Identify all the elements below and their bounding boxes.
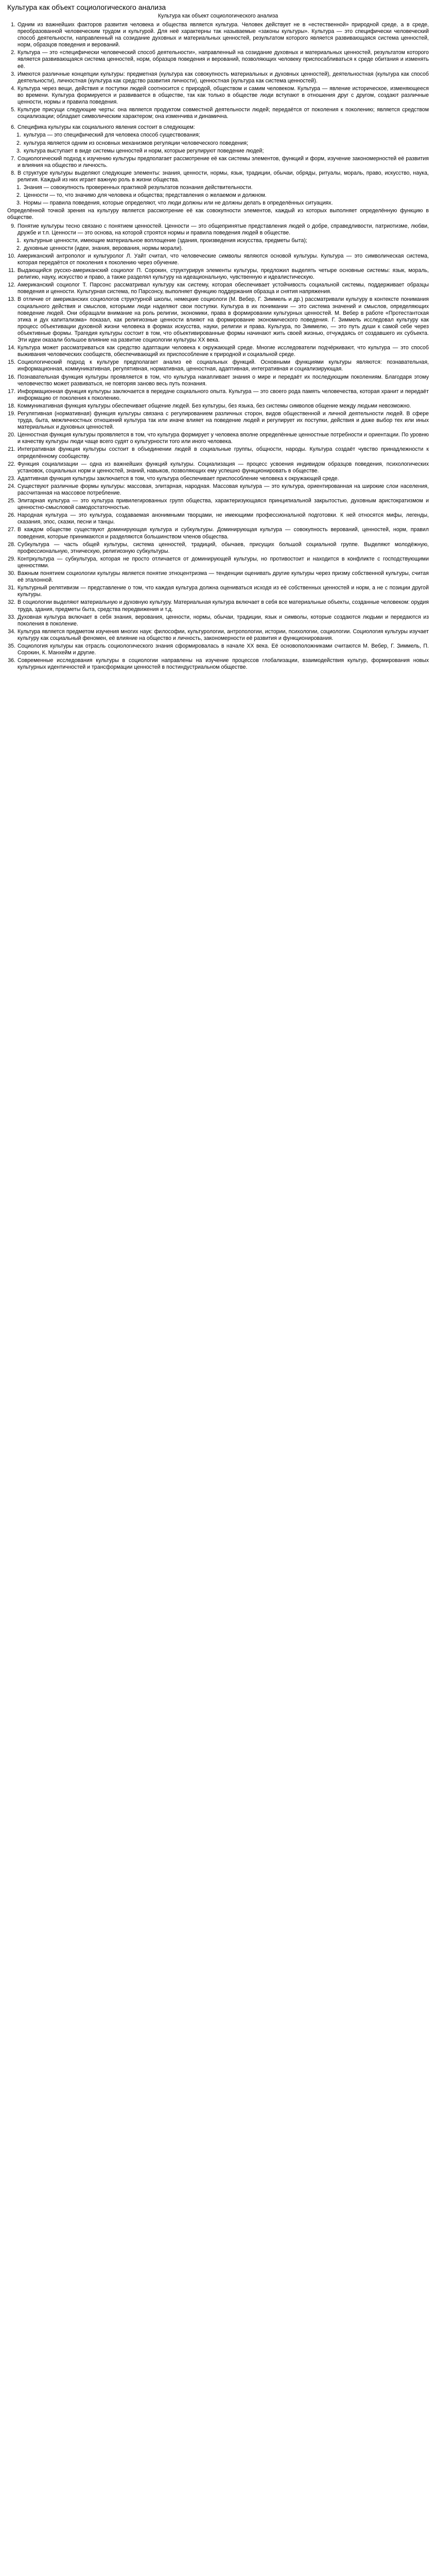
sub-item-text: духовные ценности (идеи, знания, верования, нормы морали). — [24, 245, 183, 251]
item-text: Информационная функция культуры заключается в передаче социального опыта. Культура — это своего рода память человечества, которая хранит и передаёт информацию от поколения к поколению. — [18, 388, 429, 401]
item-number: 21. — [8, 446, 15, 453]
sub-item-text: культурные ценности, имеющие материальное воплощение (здания, произведения искусства, предметы быта); — [24, 237, 307, 244]
item-number: 30. — [8, 570, 15, 577]
sub-item — [16, 148, 429, 155]
item-number: 35. — [8, 642, 15, 649]
numbered-item — [7, 512, 429, 526]
sub-item — [16, 140, 429, 147]
item-text: Одним из важнейших факторов развития человека и общества является культура. Человек действует не в «естественной» природной среде, а в среде, преобразованной человеческим трудом и культурой. Для неё характерны так называемые «законы культуры». Культура — это специфически человеческий способ деятельности, направленный на созидание духовных и материальных ценностей, результатом которого является развивающаяся система ценностей, норм, образцов поведения и верований. — [18, 22, 429, 48]
numbered-item — [7, 411, 429, 431]
item-number: 16. — [8, 374, 15, 380]
item-number: 6. — [11, 124, 15, 131]
numbered-item — [7, 446, 429, 460]
numbered-item — [7, 629, 429, 642]
numbered-item — [7, 483, 429, 497]
sub-item-text: культура выступает в виде системы ценностей и норм, которые регулируют поведение людей; — [24, 147, 264, 154]
item-number: 10. — [8, 252, 15, 259]
item-text: Интегративная функция культуры состоит в объединении людей в социальные группы, общности, народы. Культура создаёт чувство принадлежности к определённому сообществу. — [18, 446, 429, 460]
item-text: Адаптивная функция культуры заключается в том, что культура обеспечивает приспособление человека к окружающей среде. — [18, 475, 339, 482]
item-text: Социологический подход к изучению культуры предполагает рассмотрение её как системы элементов, функций и форм, изучение закономерностей её развития и влияния на общество и личность. — [18, 155, 429, 168]
item-number: 29. — [8, 555, 15, 562]
paragraph: Определённой точкой зрения на культуру является рассмотрение её как совокупности элементов, каждый из которых выполняет определённую функцию в обществе. — [7, 208, 429, 221]
item-text: Социология культуры как отрасль социологического знания сформировалась в начале XX века. Её основоположниками считаются М. Вебер, Г. Зиммель, П. Сорокин, К. Манхейм и другие. — [18, 642, 429, 656]
numbered-item — [7, 156, 429, 169]
item-number: 18. — [8, 402, 15, 409]
item-text: Специфика культуры как социального явления состоит в следующем: — [18, 124, 195, 131]
item-text: Культуре присущи следующие черты: она является продуктом совместной деятельности людей; передаётся от поколения к поколению; является средством социализации; обладает символическим характером; она изменчива и динамична. — [18, 107, 429, 120]
item-number: 26. — [8, 512, 15, 519]
sub-item-marker: 3. — [16, 200, 21, 207]
numbered-item — [7, 403, 429, 410]
numbered-item — [7, 296, 429, 344]
item-text: Имеются различные концепции культуры: предметная (культура как совокупность материальных и духовных ценностей), деятельностная (культура как способ деятельности), личностная (культура как средство развития личности), ценностная (культура как система ценностей). — [18, 71, 429, 84]
item-text: Коммуникативная функция культуры обеспечивает общение людей. Без культуры, без языка, без системы символов общение между людьми невозможно. — [18, 402, 411, 409]
item-number: 17. — [8, 388, 15, 395]
item-number: 12. — [8, 282, 15, 289]
numbered-item — [7, 223, 429, 236]
sub-item-marker: 1. — [16, 184, 21, 191]
numbered-item — [7, 22, 429, 48]
item-text: Культура является предметом изучения многих наук: философии, культурологии, антропологии, истории, психологии, социологии. Социология культуры изучает культуру как социальный феномен, её влияние на общество и личность, закономерности её развития и функционирования. — [18, 628, 429, 641]
item-text: Культурный релятивизм — представление о том, что каждая культура должна оцениваться исходя из её собственных ценностей и норм, а не с позиции другой культуры. — [18, 585, 429, 598]
sub-item-text: Нормы — правила поведения, которые определяют, что люди должны или не должны делать в определённых ситуациях. — [24, 200, 333, 207]
numbered-item — [7, 657, 429, 671]
sub-item-marker: 2. — [16, 245, 21, 251]
numbered-item — [7, 498, 429, 511]
item-number: 33. — [8, 614, 15, 620]
item-text: Культура — это «специфически человеческий способ деятельности», направленный на созидание духовных и материальных ценностей, результатом которого является развивающаяся система ценностей, норм, образцов поведения и верований, позволяющих человеку приспосабливаться к среде обитания и изменять её. — [18, 49, 429, 70]
item-text: Понятие культуры тесно связано с понятием ценностей. Ценности — это общепринятые представления людей о добре, справедливости, патриотизме, любви, дружбе и т.п. Ценности — это основа, на которой строятся нормы и правила поведения людей в обществе. — [18, 223, 429, 236]
numbered-item — [7, 541, 429, 555]
item-number: 7. — [11, 155, 15, 162]
numbered-item — [7, 282, 429, 295]
item-number: 23. — [8, 475, 15, 482]
item-text: Ценностная функция культуры проявляется в том, что культура формирует у человека вполне определённые ценностные потребности и ориентации. По уровню и качеству культуры люди чаще всего судят о культурности того или иного человека. — [18, 432, 429, 445]
item-text: Культура может рассматриваться как средство адаптации человека к окружающей среде. Многие исследователи подчёркивают, что культура — это способ выживания человеческих сообществ, обеспечивающий их приспособление к природной и социальной среде. — [18, 345, 429, 358]
item-number: 32. — [8, 599, 15, 606]
item-number: 9. — [11, 223, 15, 229]
document-body — [7, 22, 429, 671]
item-number: 34. — [8, 628, 15, 635]
sub-item-marker: 3. — [16, 147, 21, 154]
item-number: 4. — [11, 85, 15, 92]
sub-item — [16, 192, 429, 199]
numbered-item — [7, 86, 429, 106]
item-number: 15. — [8, 359, 15, 366]
item-number: 2. — [11, 49, 15, 56]
numbered-item — [7, 359, 429, 372]
numbered-item — [7, 432, 429, 445]
item-text: Современные исследования культуры в социологии направлены на изучение процессов глобализации, взаимодействия культур, формирования новых культурных идентичностей и трансформации ценностей в постиндустриальном обществе. — [18, 657, 429, 671]
item-text: В структуре культуры выделяют следующие элементы: знания, ценности, нормы, язык, традиции, обычаи, обряды, ритуалы, мораль, право, искусство, наука, религия. Каждый из них играет важную роль в жизни общества. — [18, 170, 429, 183]
numbered-item — [7, 476, 429, 482]
numbered-item — [7, 71, 429, 84]
sub-item-text: Ценности — то, что значимо для человека и общества; представления о желаемом и должном. — [24, 192, 267, 199]
numbered-item — [7, 461, 429, 474]
numbered-item — [7, 388, 429, 402]
numbered-item — [7, 570, 429, 584]
sub-item-marker: 1. — [16, 132, 21, 139]
item-number: 1. — [11, 22, 15, 28]
sub-item-text: культура является одним из основных механизмов регуляции человеческого поведения; — [24, 140, 248, 146]
item-number: 13. — [8, 296, 15, 303]
item-text: Контркультура — субкультура, которая не просто отличается от доминирующей культуры, но противостоит и находится в конфликте с господствующими ценностями. — [18, 555, 429, 569]
numbered-item — [7, 527, 429, 540]
item-text: Регулятивная (нормативная) функция культуры связана с регулированием различных сторон, видов общественной и личной деятельности людей. В сфере труда, быта, межличностных отношений культура так или иначе влияет на поведение людей и регулирует их поступки, действия и даже выбор тех или иных материальных и духовных ценностей. — [18, 410, 429, 431]
item-number: 3. — [11, 71, 15, 77]
item-number: 19. — [8, 410, 15, 417]
sub-item — [16, 132, 429, 139]
item-number: 22. — [8, 461, 15, 467]
item-text: В отличие от американских социологов структурной школы, немецкие социологи (М. Вебер, Г. Зиммель и др.) рассматривали культуру в контексте понимания социального действия и смыслов, которыми люди наделяют свои поступки. Культура в их понимании — это система значений и смыслов, определяющих поведение людей. Они обращали внимание на роль религии, экономики, права в формировании культурных ценностей. М. Вебер в работе «Протестантская этика и дух капитализма» показал, как религиозные ценности влияют на формирование экономического поведения. Г. Зиммель исследовал культуру как процесс объективации духовной жизни человека в формах искусства, науки, религии и права. Культура, по Зиммелю, — это путь души к самой себе через объективные формы. Трагедия культуры состоит в том, что объективированные формы начинают жить своей жизнью, отчуждаясь от создавшего их субъекта. Эти идеи оказали большое влияние на развитие социологии культуры XX века. — [18, 296, 429, 344]
sub-item-marker: 1. — [16, 237, 21, 244]
item-number: 24. — [8, 483, 15, 489]
item-text: Функция социализации — одна из важнейших функций культуры. Социализация — процесс усвоения индивидом образцов поведения, психологических установок, социальных норм и ценностей, знаний, навыков, позволяющих ему успешно функционировать в обществе. — [18, 461, 429, 474]
item-number: 20. — [8, 432, 15, 438]
sub-item — [16, 200, 429, 207]
item-number: 25. — [8, 498, 15, 504]
item-number: 5. — [11, 107, 15, 113]
numbered-item — [7, 124, 429, 131]
numbered-item — [7, 107, 429, 120]
item-number: 8. — [11, 170, 15, 176]
item-text: Элитарная культура — это культура привилегированных групп общества, характеризующаяся принципиальной закрытостью, духовным аристократизмом и ценностно-смысловой самодостаточностью. — [18, 498, 429, 511]
item-number: 36. — [8, 657, 15, 664]
numbered-item — [7, 585, 429, 598]
sub-item — [16, 184, 429, 191]
item-text: В социологии выделяют материальную и духовную культуру. Материальная культура включает в себя все материальные объекты, созданные человеком: орудия труда, здания, предметы быта, средства передвижения и т.д. — [18, 599, 429, 613]
sub-item — [16, 238, 429, 244]
item-number: 14. — [8, 345, 15, 351]
numbered-item — [7, 170, 429, 183]
sub-item-text: Знания — совокупность проверенных практикой результатов познания действительности. — [24, 184, 253, 191]
item-text: Народная культура — это культура, создаваемая анонимными творцами, не имеющими профессиональной подготовки. К ней относятся мифы, легенды, сказания, эпос, сказки, песни и танцы. — [18, 512, 429, 526]
numbered-item — [7, 614, 429, 628]
item-number: 11. — [8, 267, 15, 274]
item-number: 27. — [8, 527, 15, 533]
item-text: Существуют различные формы культуры: массовая, элитарная, народная. Массовая культура — это культура, ориентированная на широкие слои населения, рассчитанная на массовое потребление. — [18, 483, 429, 496]
numbered-item — [7, 253, 429, 266]
item-text: Познавательная функция культуры проявляется в том, что культура накапливает знания о мире и передаёт их последующим поколениям. Благодаря этому человечество может развиваться, не повторяя заново весь путь познания. — [18, 374, 429, 387]
numbered-item — [7, 643, 429, 656]
item-text: Американский социолог Т. Парсонс рассматривал культуру как систему, которая обеспечивает устойчивость социальной системы, поддерживает образцы поведения и ценности. Культурная система, по Парсонсу, выполняет функцию поддержания образца и снятия напряжения. — [18, 282, 429, 295]
item-text: Культура через вещи, действия и поступки людей соотносится с природой, обществом и самим человеком. Культура — явление историческое, изменяющееся во времени. Культура формируется и развивается в обществе, так как только в обществе люди вступают в отношения друг с другом, создают различные ценности, нормы и правила поведения. — [18, 85, 429, 106]
sub-item-marker: 2. — [16, 192, 21, 199]
item-text: Американский антрополог и культуролог Л. Уайт считал, что человеческие символы являются основой культуры. Культура — это символическая система, которая передаётся от поколения к поколению через обучение. — [18, 252, 429, 266]
item-text: В каждом обществе существуют доминирующая культура и субкультуры. Доминирующая культура — совокупность верований, ценностей, норм, правил поведения, которые принимаются и разделяются большинством членов общества. — [18, 527, 429, 540]
document-title: Культура как объект социологического анализа — [7, 3, 166, 11]
sub-item-marker: 2. — [16, 140, 21, 146]
numbered-item — [7, 599, 429, 613]
sub-item — [16, 245, 429, 252]
sub-item-text: культура — это специфический для человека способ существования; — [24, 132, 200, 139]
document-subtitle: Культура как объект социологического анализа — [158, 13, 278, 19]
item-text: Выдающийся русско-американский социолог П. Сорокин, структурируя элементы культуры, предложил выделять четыре основные системы: язык, мораль, религию, науку, искусство и право, а также разделял культуру на идеациональную, чувственную и идеалистическую. — [18, 267, 429, 281]
numbered-item — [7, 267, 429, 281]
numbered-item — [7, 374, 429, 387]
numbered-item — [7, 345, 429, 358]
numbered-item — [7, 49, 429, 70]
item-text: Субкультура — часть общей культуры, система ценностей, традиций, обычаев, присущих большой социальной группе. Выделяют молодёжную, профессиональную, этническую, религиозную субкультуры. — [18, 541, 429, 554]
item-text: Духовная культура включает в себя знания, верования, ценности, нормы, обычаи, традиции, язык и символы, которые создаются людьми и передаются из поколения в поколение. — [18, 614, 429, 627]
item-text: Важным понятием социологии культуры является понятие этноцентризма — тенденции оценивать другие культуры через призму собственной культуры, считая её эталонной. — [18, 570, 429, 584]
item-number: 28. — [8, 541, 15, 548]
item-text: Социологический подход к культуре предполагает анализ её социальных функций. Основными функциями культуры являются: познавательная, информационная, коммуникативная, регулятивная, нормативная, ценностная, адаптивная, интегративная и социализирующая. — [18, 359, 429, 372]
item-number: 31. — [8, 585, 15, 591]
numbered-item — [7, 556, 429, 569]
